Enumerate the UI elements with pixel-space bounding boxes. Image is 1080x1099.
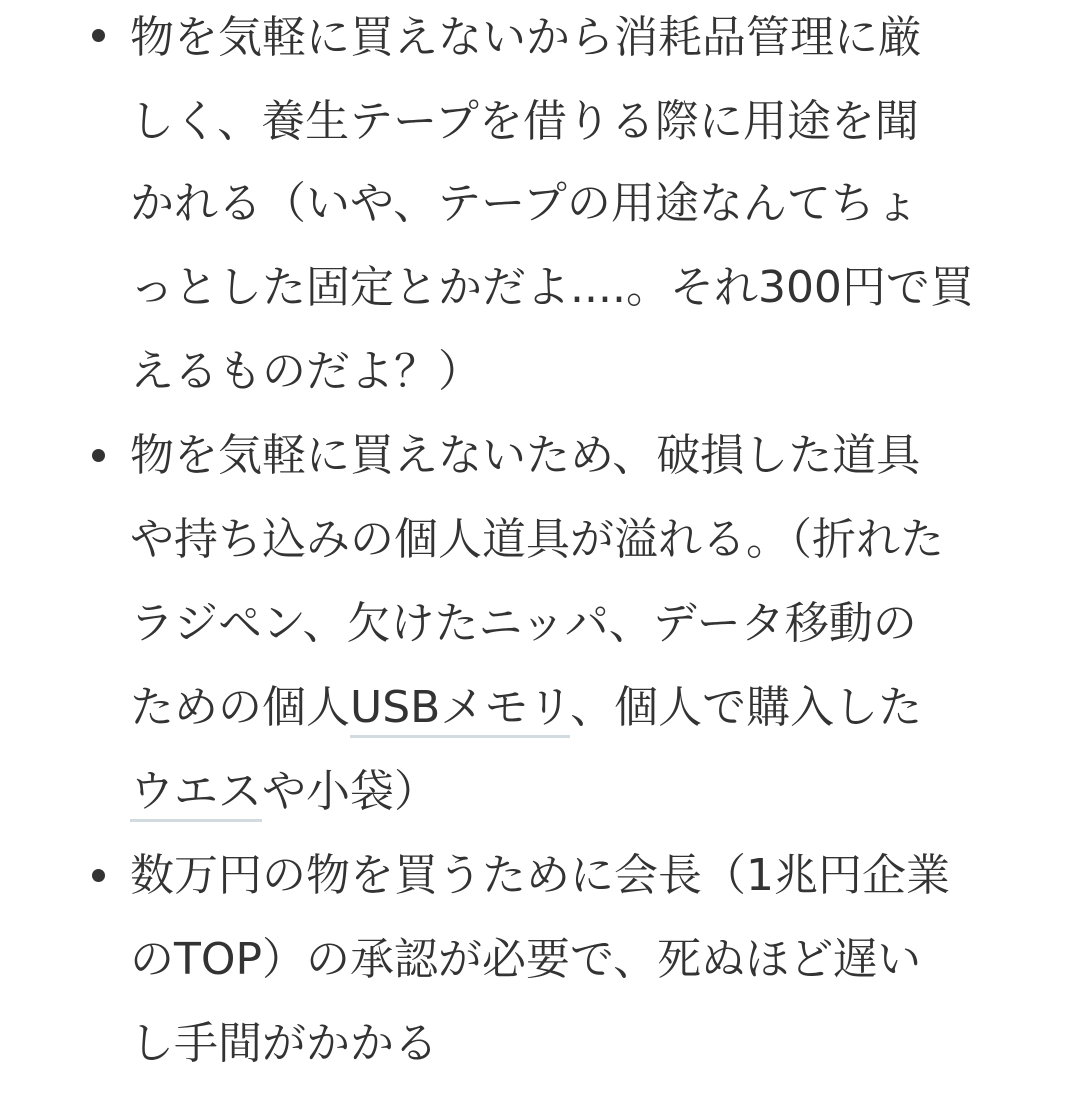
list-item-line bbox=[130, 666, 922, 750]
line-text: や小袋） bbox=[262, 766, 438, 817]
bullet-dot-icon bbox=[92, 869, 105, 882]
list-item-line: えるものだよ？） bbox=[130, 346, 482, 397]
list-item-line: 物を気軽に買えないから消耗品管理に厳 bbox=[130, 12, 922, 63]
line-text: ための個人 bbox=[130, 682, 350, 733]
bullet-dot-icon bbox=[92, 449, 105, 462]
list-item-line: のTOP）の承認が必要で、死ぬほど遅い bbox=[130, 934, 922, 985]
list-item-line: や持ち込みの個人道具が溢れる。（折れた bbox=[130, 514, 944, 565]
list-item-line: っとした固定とかだよ....。それ300円で買 bbox=[130, 262, 974, 313]
line-text: 、個人で購入した bbox=[570, 682, 923, 733]
list-item-line: かれる（いや、テープの用途なんてちょ bbox=[130, 178, 919, 229]
list-item-line: し手間がかかる bbox=[130, 1018, 438, 1069]
list-item-line bbox=[130, 750, 438, 834]
waste-cloth-link[interactable]: ウエス bbox=[130, 766, 262, 822]
list-item-line: ラジペン、欠けたニッパ、データ移動の bbox=[130, 598, 917, 649]
list-item-line: しく、養生テープを借りる際に用途を聞 bbox=[130, 96, 919, 147]
bullet-dot-icon bbox=[92, 29, 105, 42]
list-item-line: 数万円の物を買うために会長（1兆円企業 bbox=[130, 850, 950, 901]
list-item-line: 物を気軽に買えないため、破損した道具 bbox=[130, 430, 921, 481]
usb-memory-link[interactable]: USBメモリ bbox=[350, 682, 570, 738]
